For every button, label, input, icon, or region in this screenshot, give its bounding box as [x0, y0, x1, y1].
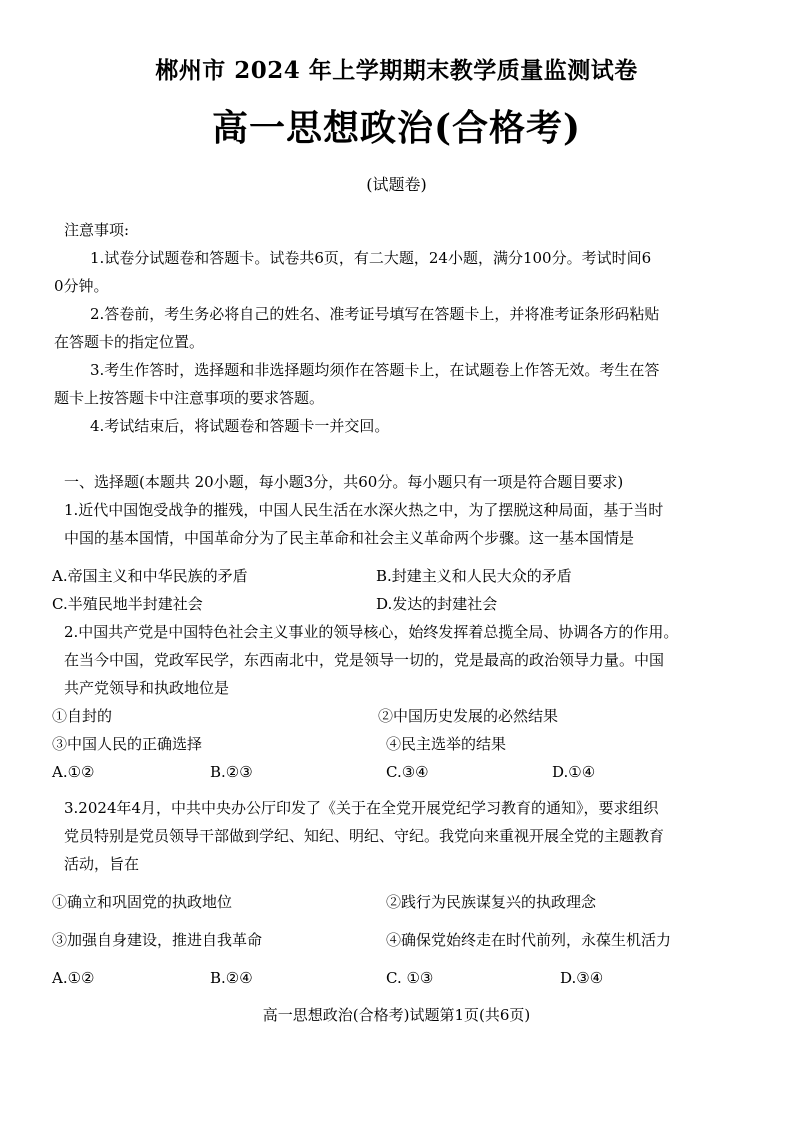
question-2-option-c: C.③④ [386, 763, 429, 781]
question-2-option-a: A.①② [52, 763, 95, 781]
question-3-option-c: C. ①③ [386, 969, 434, 987]
question-3-item: ④确保党始终走在时代前列，永葆生机活力 [386, 931, 672, 949]
question-2-item: ③中国人民的正确选择 [52, 735, 203, 753]
notice-line: 1.试卷分试题卷和答题卡。试卷共6页，有二大题，24小题，满分100分。考试时间6 [90, 249, 652, 267]
section-heading: 一、选择题(本题共 20小题，每小题3分，共60分。每小题只有一项是符合题目要求) [64, 473, 624, 491]
question-3-item: ①确立和巩固党的执政地位 [52, 893, 233, 911]
question-1-stem: 中国的基本国情，中国革命分为了民主革命和社会主义革命两个步骤。这一基本国情是 [64, 529, 635, 547]
paper-type: (试题卷) [366, 175, 427, 194]
question-1-option-d: D.发达的封建社会 [376, 595, 498, 613]
question-1-option-a: A.帝国主义和中华民族的矛盾 [52, 567, 248, 585]
notice-line: 3.考生作答时，选择题和非选择题均须作在答题卡上，在试题卷上作答无效。考生在答 [90, 361, 660, 379]
question-1-option-c: C.半殖民地半封建社会 [52, 595, 203, 613]
question-2-stem: 2.中国共产党是中国特色社会主义事业的领导核心，始终发挥着总揽全局、协调各方的作用。 [64, 623, 679, 641]
question-2-stem: 在当今中国，党政军民学，东西南北中，党是领导一切的，党是最高的政治领导力量。中国 [64, 651, 665, 669]
question-3-item: ②践行为民族谋复兴的执政理念 [386, 893, 597, 911]
question-2-item: ①自封的 [52, 707, 113, 725]
question-2-option-b: B.②③ [210, 763, 253, 781]
subject-title: 高一思想政治(合格考) [211, 107, 582, 149]
exam-title: 郴州市 2024 年上学期期末教学质量监测试卷 [155, 57, 638, 84]
question-3-stem: 3.2024年4月，中共中央办公厅印发了《关于在全党开展党纪学习教育的通知》，要求组织 [64, 799, 659, 817]
question-2-option-d: D.①④ [552, 763, 596, 781]
question-3-item: ③加强自身建设，推进自我革命 [52, 931, 263, 949]
notice-line: 在答题卡的指定位置。 [54, 333, 205, 351]
question-3-option-a: A.①② [52, 969, 95, 987]
question-1-stem: 1.近代中国饱受战争的摧残，中国人民生活在水深火热之中，为了摆脱这种局面，基于当时 [64, 501, 664, 519]
question-2-item: ②中国历史发展的必然结果 [378, 707, 559, 725]
notice-heading: 注意事项: [64, 221, 130, 239]
question-3-stem: 活动，旨在 [64, 855, 140, 873]
notice-line: 4.考试结束后，将试题卷和答题卡一并交回。 [90, 417, 390, 435]
question-1-option-b: B.封建主义和人民大众的矛盾 [376, 567, 572, 585]
question-2-item: ④民主选举的结果 [386, 735, 507, 753]
page-footer: 高一思想政治(合格考)试题第1页(共6页) [262, 1006, 531, 1024]
question-3-stem: 党员特别是党员领导干部做到学纪、知纪、明纪、守纪。我党向来重视开展全党的主题教育 [64, 827, 665, 845]
notice-line: 题卡上按答题卡中注意事项的要求答题。 [54, 389, 325, 407]
notice-line: 0分钟。 [54, 277, 109, 295]
question-3-option-b: B.②④ [210, 969, 253, 987]
question-3-option-d: D.③④ [560, 969, 604, 987]
question-2-stem: 共产党领导和执政地位是 [64, 679, 230, 697]
notice-line: 2.答卷前，考生务必将自己的姓名、准考证号填写在答题卡上，并将准考证条形码粘贴 [90, 305, 660, 323]
